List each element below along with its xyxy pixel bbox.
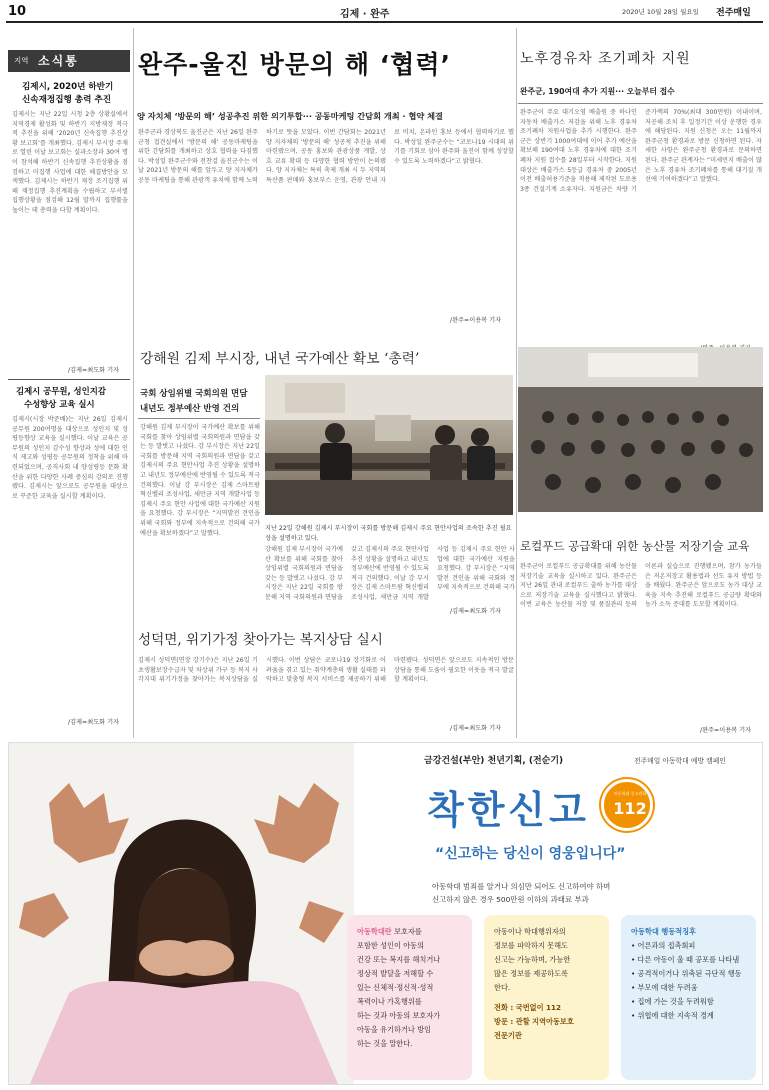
box3-item-0: • 어른과의 접촉회피 — [631, 941, 696, 950]
seminar-photo-illustration — [518, 347, 763, 512]
budget-subhead-1: 국회 상임위별 국회의원 면담 — [140, 389, 248, 399]
paper-name: 전주매일 — [716, 8, 751, 18]
sidebar-article2-byline: /김제=최도화 기자 — [68, 719, 120, 726]
welfare-body: 김제시 성덕면(면장 강기수)은 지난 26일 기초생활보장수급자 및 차상위 가구 등 복지 사각지대 위기가정을 찾아가는 복지상담을 실시했다. 이번 상담은 코로나19 장기화로 어려움을 겪고 있는 취약계층의 생활 실태를 파악하고 맞춤형 복지 서비스를 제공하기 위해 마련됐다. 성덕면은 앞으로도 지속적인 방문 상담을 통해 도움이 필요한 이웃을 적극 발굴할 계획이다. — [138, 657, 514, 684]
ad-title: 착한신고 — [427, 788, 590, 832]
sidebar-article2-headline-1: 김제시 공무원, 성인지감 — [16, 386, 106, 396]
budget-body: 강해원 김제 부시장이 국가예산 확보를 위해 국회를 찾아 상임위별 국회의원과 면담을 갖는 등 발벗고 나섰다. 강 부시장은 지난 22일 국회를 방문해 지역 국회의원과 면담을 갖고 김제시의 주요 현안사업 추진 상황을 설명하고 내년도 정부예산에 반영될 수 있도록 적극 건의했다. 이날 강 부시장은 김제 스마트팜 혁신밸리 조성사업, 새만금 지역 개발사업 등 김제시 주요 현안 사업에 대한 국가예산 지원을 요청했다. 강 부시장은 “지역발전 견인을 위해 국회와 정부에 지속적으로 건의해 국가예산을 확보하겠다”고 말했다. — [140, 424, 260, 537]
car-body: 완주군이 주요 대기오염 배출원 중 하나인 자동차 배출가스 저감을 위해 노후 경유차 조기폐차 지원사업을 추가 시행한다. 완주군은 상반기 1000여대에 이어 추가 예산을 확보해 190여대 노후 경유차에 대한 조기폐차 지원 접수를 28일부터 시작한다. 지원대상은 배출가스 5등급 경유차 중 2005년 이전 배출허용기준을 적용해 제작된 도로용 3종 건설기계 소유자다. 지원금은 차량 기준가액의 70%(최대 300만원) 이내이며, 저공해 조치 후 일정기간 이상 운행한 경우에 해당된다. 지원 신청은 오는 11월까지 완주군청 환경과로 방문 신청하면 된다. 자세한 사항은 완주군청 환경과로 문의하면 된다. 완주군 관계자는 “미세먼지 배출이 많은 노후 경유차 조기폐차를 통해 대기질 개선에 기여하겠다”고 말했다. — [520, 109, 762, 193]
box2-visit-1: 방문 : 관할 지역아동보호 — [494, 1017, 574, 1026]
welfare-headline: 성덕면, 위기가정 찾아가는 복지상담 실시 — [138, 632, 383, 648]
car-headline: 노후경유차 조기폐차 지원 — [520, 51, 691, 67]
box1-line-4: 있는 신체적·정신적·성적 — [357, 983, 434, 992]
box3-title: 아동학대 행동적징후 — [631, 927, 696, 936]
ad-badge-caption: 아동학대 신고전화 — [613, 791, 647, 796]
section-name: 김제 · 완주 — [340, 9, 390, 20]
ad-badge-number: 112 — [613, 799, 647, 818]
box1-line-0: 보호자를 — [394, 927, 422, 936]
food-headline: 로컬푸드 공급확대 위한 농산물 저장기술 교육 — [520, 539, 750, 553]
box3-item-1: • 다른 아동이 울 때 공포를 나타냄 — [631, 955, 740, 964]
food-photo — [518, 347, 763, 512]
main-body: 완주군과 경상북도 울진군은 지난 26일 완주군청 접견실에서 ‘방문의 해’ 공동마케팅을 위한 간담회를 개최하고 상호 협력을 다짐했다. 박성일 완주군수와 전찬걸 울진군수는 이날 2021년 방문의 해를 앞두고 양 지자체가 공동 마케팅을 통해 관광객 유치에 함께 노력하기로 뜻을 모았다. 이번 간담회는 2021년 양 지자체의 ‘방문의 해’ 성공적 추진을 위해 마련됐으며, 공동 홍보와 관광상품 개발, 상호 교류 확대 등 다양한 협력 방안이 논의됐다. 양 지자체는 특히 축제 개최 시 두 지역의 특산품 판매와 홍보부스 운영, 관광 안내 자료 비치, 온라인 홍보 등에서 협력하기로 했다. 박성일 완주군수는 “코로나19 시대의 위기를 기회로 삼아 완주와 울진이 함께 성장할 수 있도록 노력하겠다”고 밝혔다. — [138, 129, 514, 184]
box3-item-2: • 공격적이거나 위축된 극단적 행동 — [631, 969, 742, 978]
sidebar-article2-headline-2: 수성향상 교육 실시 — [24, 399, 95, 409]
food-body: 완주군이 로컬푸드 공급확대를 위해 농산물 저장기술 교육을 실시하고 있다. 완주군은 지난 26일 관내 로컬푸드 출하 농가를 대상으로 저장기술 교육을 실시했다고 밝혔다. 이번 교육은 농산물 저장 및 품질관리 등의 이론과 실습으로 진행됐으며, 참가 농가들은 저온저장고 활용법과 선도 유지 방법 등을 배웠다. 완주군은 앞으로도 농가 대상 교육을 지속 추진해 로컬푸드 공급량 확대와 농가 소득 증대를 도모할 계획이다. — [520, 563, 762, 609]
ad-info-box-1 — [347, 915, 472, 1080]
budget-body-continued-text: 강해원 김제 부시장이 국가예산 확보를 위해 국회를 찾아 상임위별 국회의원과 면담을 갖는 등 발벗고 나섰다. 강 부시장은 지난 22일 국회를 방문해 지역 국회의원과 면담을 갖고 김제시의 주요 현안사업 추진 상황을 설명하고 내년도 정부예산에 반영될 수 있도록 적극 건의했다. 이날 강 부시장은 김제 스마트팜 혁신밸리 조성사업, 새만금 지역 개발사업 등 김제시 주요 현안 사업에 대한 국가예산 지원을 요청했다. 강 부시장은 “지역발전 견인을 위해 국회와 정부에 지속적으로 건의해 국가 — [265, 546, 515, 601]
ad-campaign — [8, 742, 763, 1085]
main-headline: 완주-울진 방문의 해 ‘협력’ — [138, 50, 451, 79]
budget-subhead-rule — [138, 418, 260, 419]
box1-line-6: 하는 것과 아동의 보호자가 — [357, 1011, 441, 1020]
box1-line-2: 건강 또는 복지를 해치거나 — [357, 955, 441, 964]
sidebar-article1-headline-2: 신속재정집행 총력 추진 — [22, 95, 111, 105]
box1-line-7: 아동을 유기하거나 방임 — [357, 1025, 432, 1034]
sidebar-article2-body: 김제시(시장 박준배)는 지난 26일 김제시 공무원 200여명을 대상으로 성인지 및 성평등향상 교육을 실시했다. 이날 교육은 공무원의 성인지 감수성 향상과 성에 대한 인식 제고와 성평등 공무원의 정착을 위해 마련되었으며, 공직사회 내 양성평등 문화 확산을 위한 다양한 사례 중심의 강의로 진행됐다. 김제시는 앞으로도 공무원을 대상으로 꾸준한 교육을 실시할 계획이다. — [12, 416, 128, 500]
car-subhead-rule — [518, 103, 763, 104]
main-subhead: 양 자치체 ‘방문의 해’ 성공추진 위한 의기투합··· 공동마케팅 간담회 개최 · 협약 체결 — [137, 111, 443, 121]
budget-byline: /김제=최도화 기자 — [450, 608, 502, 615]
ad-campaign-label: 전주매일 아동학대 예방 캠페인 — [634, 757, 726, 765]
budget-photo — [265, 375, 513, 515]
car-subhead: 완주군, 190여대 추가 지원··· 오늘부터 접수 — [520, 87, 675, 96]
sidebar-title: 소식통 — [38, 54, 79, 68]
sidebar-article1-headline-1: 김제시, 2020년 하반기 — [22, 82, 114, 92]
box1-line-8: 하는 것을 말한다. — [357, 1039, 413, 1048]
budget-subhead-2: 내년도 정부예산 반영 건의 — [140, 404, 240, 414]
ad-sponsor: 금강건설(부안) 천년기획, (전순기) — [424, 756, 564, 766]
ad-desc-line-1: 아동학대 범죄를 알거나 의심만 되어도 신고하여야 하며 — [432, 882, 611, 891]
box2-line-1: 정보를 파악하지 못해도 — [494, 941, 569, 950]
header-rule — [6, 21, 763, 23]
box1-title: 아동학대란 — [357, 927, 392, 936]
main-byline: /완주=이용복 기자 — [450, 317, 502, 324]
box2-visit-2: 전문기관 — [494, 1031, 522, 1040]
sidebar-article1-body: 김제시는 지난 22일 시청 2층 상황실에서 지역경제 활성화 및 하반기 지방재정 적극적 추진을 위해 ‘2020년 신속집행 추진상황 보고회’를 개최했다. 김제시 부시장 주재로 열린 이날 보고회는 실과소장과 30여 명이 참석해 하반기 신속집행 추진상황을 점검하고 미집행 사업에 대한 해결방안을 모색했다. 김제시는 하반기 재정 조기집행 위해 재정집행 추진계획을 수립하고 부서별 집행상황을 점검해 12월 말까지 집행률을 높이는 데 총력을 다할 계획이다. — [12, 111, 128, 214]
ad-desc-line-2: 신고하지 않은 경우 500만원 이하의 과태료 부과 — [432, 895, 589, 904]
meeting-photo-illustration — [265, 375, 513, 515]
distressed-child-illustration — [9, 743, 354, 1085]
box1-line-1: 포함한 성인이 아동의 — [357, 941, 425, 950]
box2-line-4: 한다. — [494, 983, 511, 992]
box2-line-3: 많은 정보를 제공하도록 — [494, 969, 569, 978]
ad-info-box-2 — [484, 915, 609, 1080]
box2-line-2: 신고는 가능하며, 가능한 — [494, 955, 571, 964]
sidebar-tag: 지역 — [14, 56, 29, 65]
budget-photo-caption: 지난 22일 강해원 김제시 부시장이 국회를 방문해 김제시 주요 현안사업의 조속한 추진 필요성을 설명하고 있다. — [265, 525, 512, 542]
column-divider-2 — [516, 28, 517, 738]
ad-slogan: “신고하는 당신이 영웅입니다” — [435, 846, 626, 862]
sidebar-article1-byline: /김제=최도화 기자 — [68, 367, 120, 374]
box1-line-3: 정상적 발달을 저해할 수 — [357, 969, 434, 978]
ad-badge — [601, 779, 653, 831]
box2-line-0: 아동이나 학대행위자의 — [494, 927, 566, 936]
issue-date: 2020년 10월 28일 월요일 — [622, 8, 699, 16]
box3-item-5: • 위협에 대한 지속적 경계 — [631, 1011, 714, 1020]
box2-phone: 전화 : 국번없이 112 — [494, 1003, 562, 1012]
box1-line-5: 폭력이나 가혹행위를 — [357, 997, 422, 1006]
box3-item-3: • 부모에 대한 두려움 — [631, 983, 698, 992]
food-byline: /완주=이용복 기자 — [700, 727, 752, 734]
budget-body-continued — [265, 545, 515, 605]
ad-info-box-3 — [621, 915, 756, 1080]
sidebar-divider — [8, 379, 130, 380]
page-number: 10 — [8, 4, 27, 19]
budget-headline: 강해원 김제 부시장, 내년 국가예산 확보 ‘총력’ — [140, 351, 420, 367]
column-divider-1 — [133, 28, 134, 738]
welfare-byline: /김제=최도화 기자 — [450, 725, 502, 732]
box3-item-4: • 집에 가는 것을 두려워함 — [631, 997, 714, 1006]
